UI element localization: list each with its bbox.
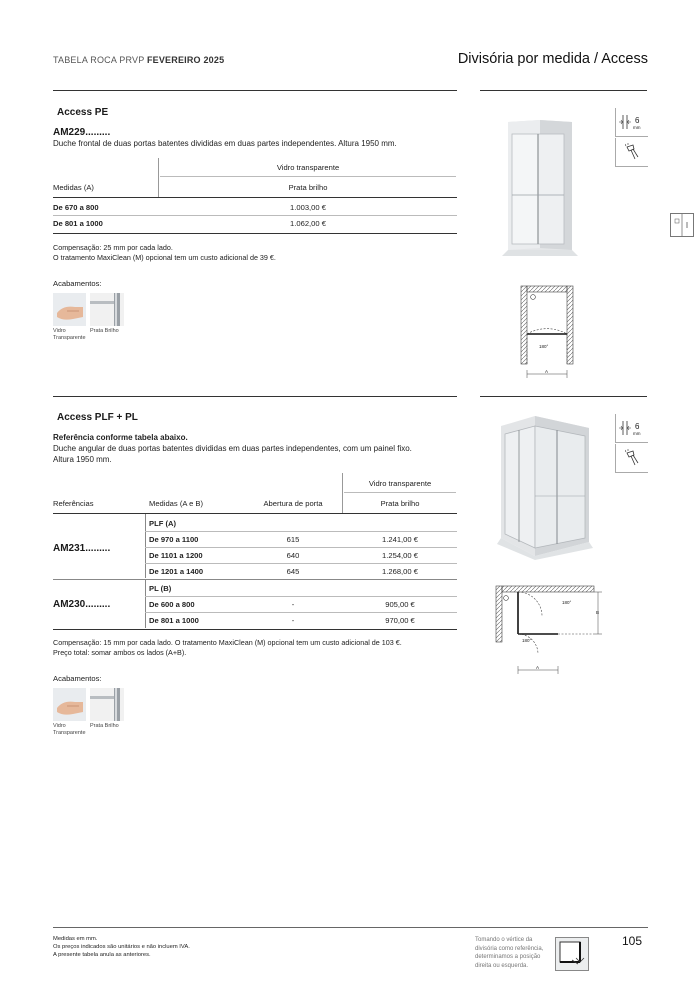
t2-ref-divider-1	[145, 514, 146, 578]
cleaning-icon	[615, 138, 648, 167]
diagram2-angle-1: 180°	[562, 600, 572, 605]
swatch-silver-icon	[90, 688, 124, 721]
t1-header-rule	[53, 197, 457, 198]
footer-note-1: Medidas em mm.	[53, 936, 98, 942]
t2-rule	[145, 596, 457, 597]
t2-g2-r1-measure: De 600 a 800	[149, 600, 195, 609]
t2-rule	[145, 547, 457, 548]
section1-note-2: O tratamento MaxiClean (M) opcional tem um custo adicional de 39 €.	[53, 253, 276, 262]
t1-group-header: Vidro transparente	[276, 163, 340, 172]
cleaning-icon	[615, 444, 648, 473]
t1-col1-header: Medidas (A)	[53, 183, 94, 192]
plan-diagram-access-pe	[515, 282, 585, 387]
swatch-silver-label: Prata Brilho	[90, 328, 119, 334]
t2-g1-r2-opening: 640	[286, 551, 300, 560]
diagram2-dim-b: B	[596, 610, 600, 615]
t2-g1-r3-opening: 645	[286, 567, 300, 576]
t1-row-rule	[53, 215, 457, 216]
t2-rule	[145, 531, 457, 532]
footer-hint	[475, 936, 543, 970]
t2-ref-am231: AM231.........	[53, 543, 111, 554]
t2-group-header: Vidro transparente	[368, 479, 432, 488]
section2-side-rule	[480, 396, 647, 397]
thickness-value: 6	[635, 116, 640, 125]
t2-divider	[342, 473, 343, 513]
section2-description-1: Duche angular de duas portas batentes divididas em duas partes independentes, com um painel fixo.	[53, 444, 412, 453]
t1-divider	[158, 158, 159, 198]
thickness-value: 6	[635, 422, 640, 431]
t1-row2-price: 1.062,00 €	[290, 219, 326, 228]
t2-ref-am230: AM230.........	[53, 599, 111, 610]
section1-code: AM229.........	[53, 127, 111, 138]
t2-g2-r1-opening: -	[291, 600, 295, 609]
section1-side-rule	[480, 90, 647, 91]
t2-g2-r1-price: 905,00 €	[385, 600, 415, 609]
section2-note-2: Preço total: somar ambos os lados (A+B).	[53, 648, 187, 657]
diagram1-angle: 180°	[539, 344, 549, 349]
t2-g2-r2-price: 970,00 €	[385, 616, 415, 625]
swatch-silver-label: Prata Brilho	[90, 723, 119, 729]
t1-row1-measure: De 670 a 800	[53, 203, 99, 212]
t2-g1-r3-measure: De 1201 a 1400	[149, 567, 204, 576]
footer-hint-3: determinamos a posição	[475, 954, 541, 960]
section2-note-1: Compensação: 15 mm por cada lado. O tratamento MaxiClean (M) opcional tem um custo adicional de 103 €.	[53, 638, 402, 647]
thickness-unit: mm	[633, 431, 641, 436]
t2-g1-r1-measure: De 970 a 1100	[149, 535, 199, 544]
diagram2-dim-a: A	[536, 665, 540, 670]
section1-description: Duche frontal de duas portas batentes divididas em duas partes independentes. Altura 1950 mm.	[53, 139, 397, 148]
t1-subrule	[160, 176, 456, 177]
footer-note-2: Os preços indicados são unitários e não incluem IVA.	[53, 944, 190, 950]
page-number: 105	[622, 934, 643, 948]
section2-reference-line: Referência conforme tabela abaixo.	[53, 433, 188, 442]
t2-group-rule	[53, 579, 457, 580]
t2-label-pl: PL (B)	[149, 584, 172, 593]
t2-g1-r1-opening: 615	[286, 535, 300, 544]
product-image-access-pe	[500, 110, 580, 265]
t1-col2-header: Prata brilho	[288, 183, 328, 192]
t2-subrule	[344, 492, 456, 493]
orientation-icon	[555, 937, 589, 971]
footer-note-3: A presente tabela anula as anteriores.	[53, 952, 151, 958]
section2-title: Access PLF + PL	[57, 412, 138, 423]
t2-ref-divider-2	[145, 580, 146, 628]
section1-note-1: Compensação: 25 mm por cada lado.	[53, 243, 173, 252]
t2-g1-r3-price: 1.268,00 €	[382, 567, 418, 576]
t2-header-measure: Medidas (A e B)	[149, 499, 204, 508]
glass-thickness-icon	[615, 414, 648, 443]
section2-top-rule	[53, 396, 457, 397]
t2-header-price: Prata brilho	[380, 499, 420, 508]
plan-diagram-access-plf-pl	[492, 582, 602, 687]
swatch-silver-icon	[90, 293, 124, 326]
t2-header-opening: Abertura de porta	[263, 499, 323, 508]
t2-g1-r2-price: 1.254,00 €	[382, 551, 418, 560]
section2-icon-column	[615, 414, 647, 472]
t2-g2-r2-measure: De 801 a 1000	[149, 616, 199, 625]
swatch-glass-icon	[53, 688, 86, 721]
glass-thickness-icon	[615, 108, 648, 137]
footer-hint-4: direita ou esquerda.	[475, 962, 529, 969]
footer-notes	[53, 935, 190, 959]
footer-rule	[53, 927, 648, 928]
footer-hint-1: Tomando o vértice da	[475, 937, 533, 943]
t2-label-plf: PLF (A)	[149, 519, 176, 528]
header-left: TABELA ROCA PRVP FEVEREIRO 2025	[53, 55, 225, 65]
product-image-access-plf-pl	[495, 412, 595, 565]
diagram2-angle-2: 180°	[522, 638, 532, 643]
section1-top-rule	[53, 90, 457, 91]
t2-g1-r2-measure: De 1101 a 1200	[149, 551, 203, 560]
section2-finishes-label: Acabamentos:	[53, 674, 102, 683]
section2-description-2: Altura 1950 mm.	[53, 455, 112, 464]
t2-header-rule	[53, 513, 457, 514]
t1-bottom-rule	[53, 233, 457, 234]
t1-row1-price: 1.003,00 €	[290, 203, 326, 212]
footer-hint-2: divisória como referência,	[475, 945, 544, 952]
t2-g1-r1-price: 1.241,00 €	[382, 535, 418, 544]
t2-header-ref: Referências	[53, 499, 94, 508]
t2-bottom-rule	[53, 629, 457, 630]
section1-finishes-label: Acabamentos:	[53, 279, 102, 288]
page-tab-icon	[670, 213, 694, 237]
diagram1-dim-a: A	[545, 369, 549, 374]
swatch-glass-label: Vidro Transparente	[53, 328, 86, 341]
header-date: FEVEREIRO 2025	[146, 55, 225, 65]
t1-row2-measure: De 801 a 1000	[53, 219, 103, 228]
t2-g2-r2-opening: -	[291, 616, 295, 625]
thickness-unit: mm	[633, 125, 641, 130]
swatch-glass-icon	[53, 293, 86, 326]
t2-rule	[145, 563, 457, 564]
page-title: Divisória por medida / Access	[457, 51, 648, 67]
t2-rule	[145, 612, 457, 613]
section1-icon-column	[615, 108, 647, 166]
section1-title: Access PE	[57, 107, 109, 118]
swatch-glass-label: Vidro Transparente	[53, 723, 86, 736]
